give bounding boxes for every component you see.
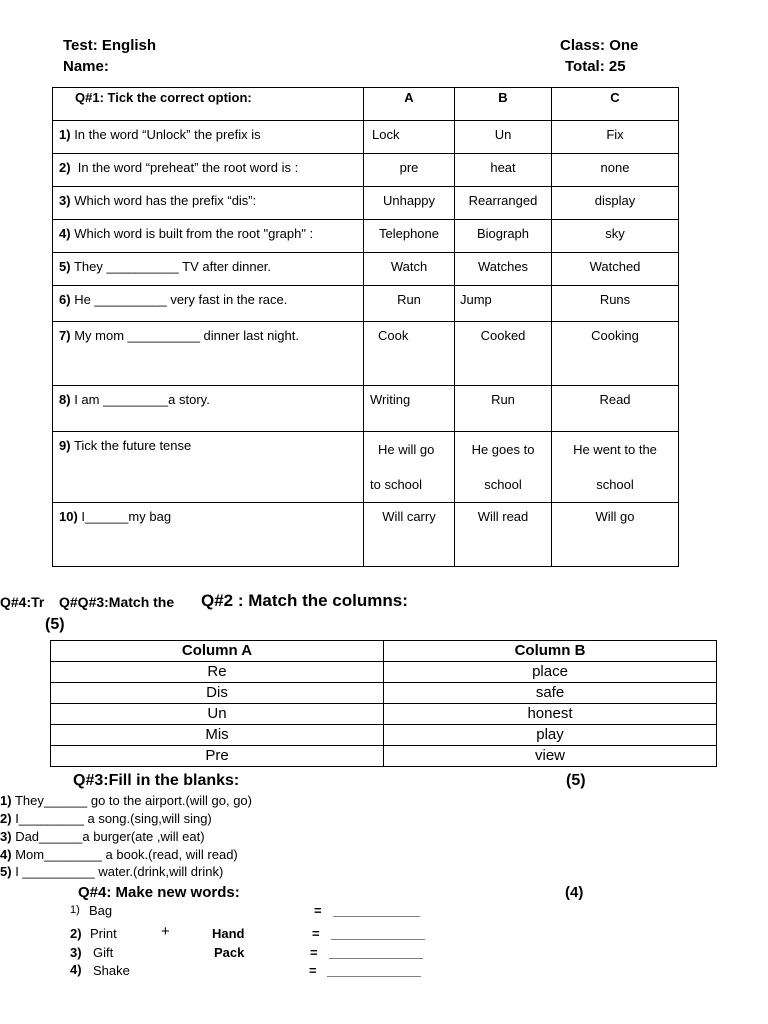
root-word: Hand — [212, 926, 245, 941]
blank-sentence[interactable]: I_________ a song.(sing,will sing) — [15, 811, 212, 826]
option-c[interactable]: Cooking — [552, 322, 679, 386]
option-a[interactable]: pre — [364, 154, 455, 187]
question-number: 6) — [59, 292, 71, 307]
table-row — [53, 322, 679, 386]
question-text: I am _________a story. — [74, 392, 210, 407]
option-c[interactable]: Will go — [552, 503, 679, 567]
prefix-cell[interactable]: Dis — [51, 683, 384, 704]
option-a[interactable]: Run — [364, 286, 455, 322]
q4-marks: (4) — [565, 884, 584, 901]
table-header-row — [51, 641, 717, 662]
list-item — [0, 811, 212, 826]
equals-sign: = — [310, 945, 318, 960]
question-text: Which word is built from the root "graph" : — [74, 226, 314, 241]
blank-sentence[interactable]: Mom________ a book.(read, will read) — [15, 847, 238, 862]
q3-marks: (5) — [566, 772, 586, 789]
overlap-heading-fragment-1: Q#4:Tr — [0, 594, 45, 610]
table-row — [53, 432, 679, 503]
item-number: 5) — [0, 864, 12, 879]
question-number: 10) — [59, 509, 78, 524]
word-cell[interactable]: honest — [384, 704, 717, 725]
test-subject: Test: English — [63, 37, 157, 54]
question-number: 3) — [59, 193, 71, 208]
option-b-line1: He goes to — [471, 442, 535, 457]
option-a[interactable]: Will carry — [364, 503, 455, 567]
option-a[interactable] — [364, 432, 455, 503]
class-label: Class: One — [560, 37, 639, 54]
answer-blank[interactable]: _____________ — [331, 926, 425, 941]
question-text: I______my bag — [81, 509, 172, 524]
prefix-cell[interactable]: Mis — [51, 725, 384, 746]
option-c[interactable]: Fix — [552, 121, 679, 154]
column-a-header: Column A — [51, 641, 384, 662]
equals-sign: = — [309, 963, 317, 978]
option-a[interactable]: Watch — [364, 253, 455, 286]
table-row — [51, 683, 717, 704]
match-columns-table — [50, 640, 717, 767]
column-b-header: B — [455, 88, 552, 121]
column-c-header: C — [552, 88, 679, 121]
question-number: 5) — [59, 259, 71, 274]
question-text: He __________ very fast in the race. — [74, 292, 288, 307]
option-c[interactable]: Watched — [552, 253, 679, 286]
column-b-header: Column B — [384, 641, 717, 662]
question-text: In the word “preheat” the root word is : — [77, 160, 299, 175]
option-a[interactable]: Lock — [364, 121, 455, 154]
blank-sentence[interactable]: They______ go to the airport.(will go, go) — [14, 793, 252, 808]
q1-title: Q#1: Tick the correct option: — [53, 88, 364, 121]
root-word: Pack — [214, 945, 245, 960]
blank-sentence[interactable]: Dad______a burger(ate ,will eat) — [15, 829, 205, 844]
option-a[interactable]: Writing — [364, 386, 455, 432]
table-row — [53, 187, 679, 220]
answer-blank[interactable]: _____________ — [329, 945, 423, 960]
list-item — [0, 847, 238, 862]
blank-sentence[interactable]: I __________ water.(drink,will drink) — [15, 864, 224, 879]
q1-header-row — [53, 88, 679, 121]
list-item — [0, 864, 223, 879]
table-row — [53, 386, 679, 432]
table-row — [53, 154, 679, 187]
option-a-line1: He will go — [378, 442, 435, 457]
option-b[interactable]: heat — [455, 154, 552, 187]
student-name-label: Name: — [63, 58, 109, 75]
overlap-heading-fragment-2: Q#Q#3:Match the — [59, 594, 175, 610]
table-row — [51, 746, 717, 767]
option-b[interactable]: Jump — [455, 286, 552, 322]
question-text: They __________ TV after dinner. — [73, 259, 272, 274]
option-c[interactable]: none — [552, 154, 679, 187]
option-b[interactable]: Un — [455, 121, 552, 154]
option-b[interactable] — [455, 432, 552, 503]
option-c[interactable]: display — [552, 187, 679, 220]
prefix-cell[interactable]: Un — [51, 704, 384, 725]
word-label: Gift — [93, 945, 114, 960]
question-number: 2) — [59, 160, 71, 175]
table-row — [51, 725, 717, 746]
table-row — [53, 220, 679, 253]
prefix-cell[interactable]: Pre — [51, 746, 384, 767]
q4-title: Q#4: Make new words: — [78, 884, 240, 901]
question-text: In the word “Unlock” the prefix is — [74, 127, 261, 142]
option-a-line2: to school — [370, 477, 423, 492]
option-a[interactable]: Unhappy — [364, 187, 455, 220]
item-number: 2) — [70, 926, 82, 941]
equals-sign: = — [314, 903, 322, 918]
word-cell[interactable]: place — [384, 662, 717, 683]
item-number: 2) — [0, 811, 12, 826]
q2-marks: (5) — [45, 616, 65, 633]
q3-title: Q#3:Fill in the blanks: — [73, 772, 240, 789]
item-number: 1) — [0, 793, 12, 808]
word-cell[interactable]: play — [384, 725, 717, 746]
option-b[interactable]: Watches — [455, 253, 552, 286]
option-b-line2: school — [484, 477, 522, 492]
question-text: Tick the future tense — [73, 438, 192, 453]
q1-table — [52, 87, 679, 567]
equals-sign: = — [312, 926, 320, 941]
option-c-line1: He went to the — [573, 442, 657, 457]
question-text: Which word has the prefix “dis”: — [74, 193, 257, 208]
table-row — [53, 503, 679, 567]
item-number: 1) — [70, 904, 80, 916]
list-item — [0, 793, 252, 808]
item-number: 4) — [70, 962, 82, 977]
option-b[interactable]: Run — [455, 386, 552, 432]
option-c[interactable]: Runs — [552, 286, 679, 322]
option-b[interactable]: Rearranged — [455, 187, 552, 220]
table-row — [53, 286, 679, 322]
item-number: 4) — [0, 847, 12, 862]
table-row — [51, 662, 717, 683]
option-a[interactable]: Cook — [364, 322, 455, 386]
prefix-cell[interactable]: Re — [51, 662, 384, 683]
option-a[interactable]: Telephone — [364, 220, 455, 253]
item-number: 3) — [70, 945, 82, 960]
question-number: 8) — [59, 392, 71, 407]
answer-blank[interactable]: _____________ — [327, 963, 421, 978]
list-item — [0, 829, 205, 844]
word-label: Print — [90, 926, 117, 941]
table-row — [53, 253, 679, 286]
word-cell[interactable]: view — [384, 746, 717, 767]
item-number: 3) — [0, 829, 12, 844]
question-number: 4) — [59, 226, 71, 241]
question-number: 1) — [59, 127, 71, 142]
question-text: My mom __________ dinner last night. — [74, 328, 299, 343]
option-b[interactable]: Will read — [455, 503, 552, 567]
option-c[interactable]: sky — [552, 220, 679, 253]
word-cell[interactable]: safe — [384, 683, 717, 704]
q2-title: Q#2 : Match the columns: — [201, 591, 408, 610]
option-c-line2: school — [596, 477, 634, 492]
option-c[interactable] — [552, 432, 679, 503]
question-number: 9) — [59, 438, 71, 453]
plus-sign: + — [161, 923, 170, 940]
option-c[interactable]: Read — [552, 386, 679, 432]
word-label: Shake — [93, 963, 130, 978]
column-a-header: A — [364, 88, 455, 121]
table-row — [51, 704, 717, 725]
question-number: 7) — [59, 328, 71, 343]
option-b[interactable]: Biograph — [455, 220, 552, 253]
word-label: Bag — [89, 903, 113, 918]
table-row — [53, 121, 679, 154]
answer-blank[interactable]: ____________ — [333, 903, 420, 918]
total-marks: Total: 25 — [565, 58, 626, 75]
option-b[interactable]: Cooked — [455, 322, 552, 386]
